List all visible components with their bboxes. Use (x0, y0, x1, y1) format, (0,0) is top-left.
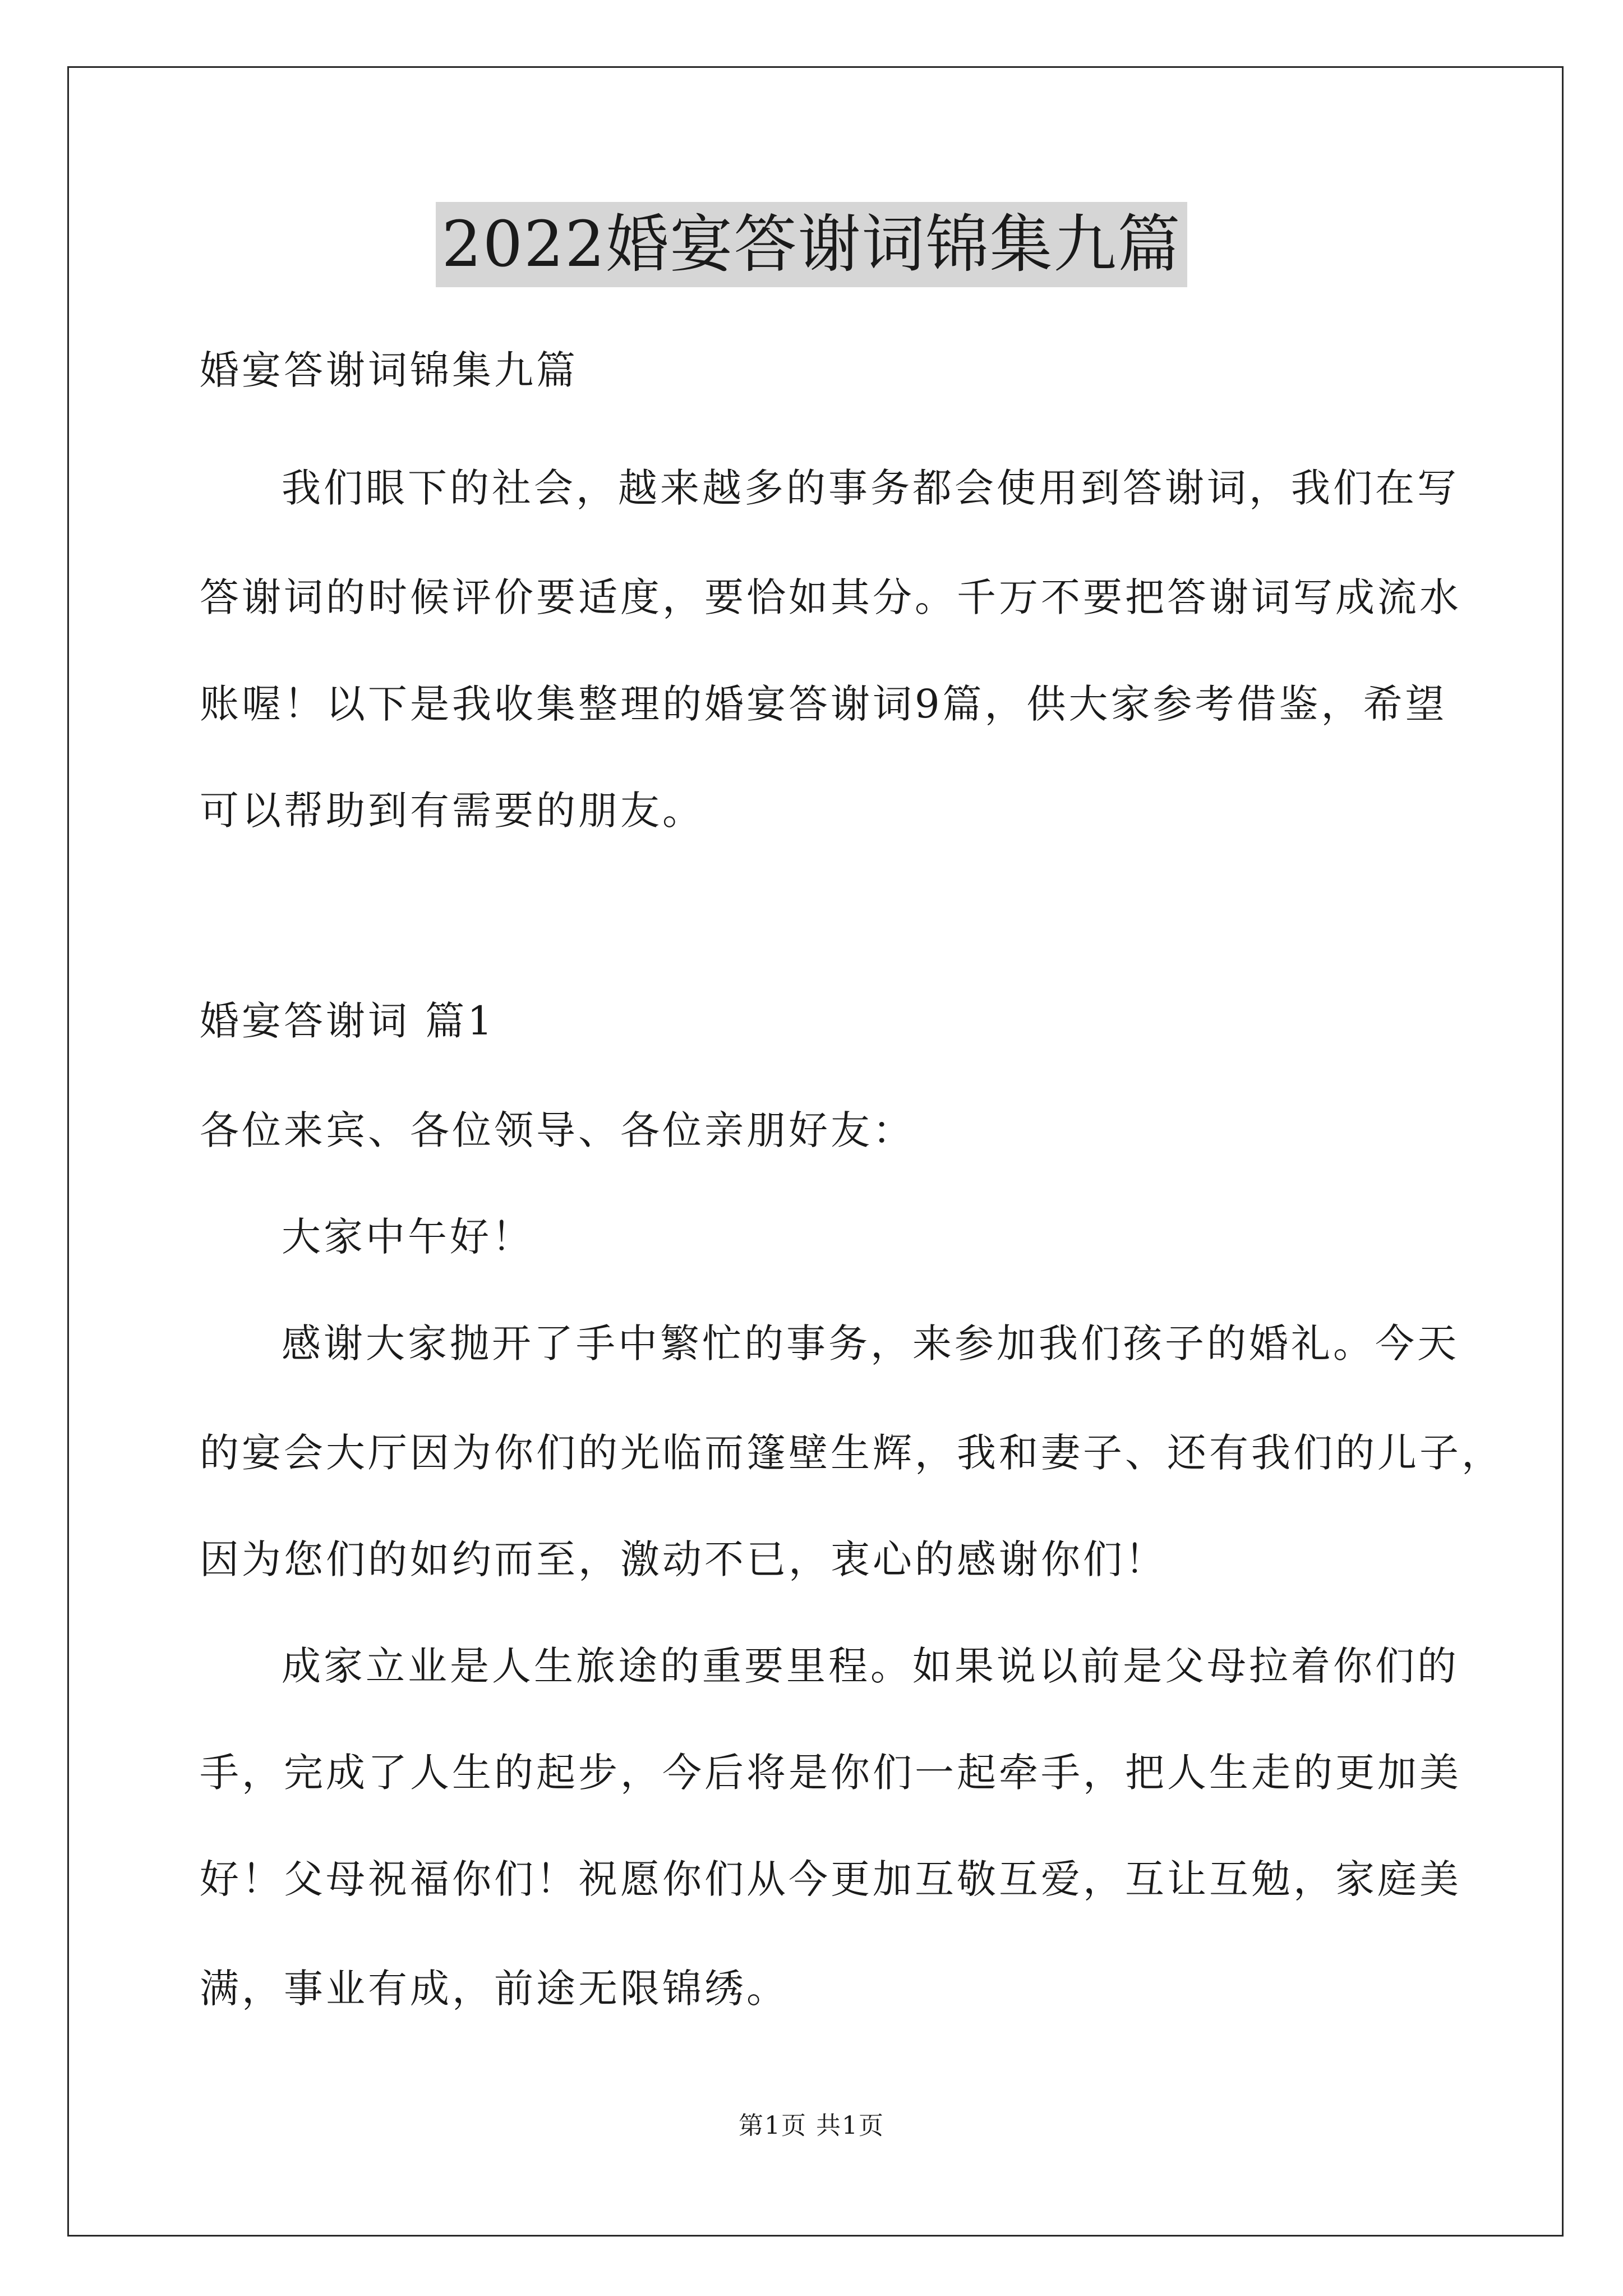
document-subtitle: 婚宴答谢词锦集九篇 (200, 347, 578, 393)
paragraph-line: 感谢大家抛开了手中繁忙的事务，来参加我们孩子的婚礼。今天 (282, 1320, 1459, 1366)
paragraph-line: 成家立业是人生旅途的重要里程。如果说以前是父母拉着你们的 (282, 1643, 1459, 1689)
greeting: 大家中午好！ (282, 1214, 534, 1260)
intro-line: 账喔！以下是我收集整理的婚宴答谢词9篇，供大家参考借鉴，希望 (200, 681, 1447, 727)
paragraph-line: 满，事业有成，前途无限锦绣。 (200, 1966, 789, 2012)
intro-line: 答谢词的时候评价要适度，要恰如其分。千万不要把答谢词写成流水 (200, 574, 1461, 620)
document-body (200, 0, 1504, 2244)
paragraph-line: 手，完成了人生的起步，今后将是你们一起牵手，把人生走的更加美 (200, 1750, 1461, 1796)
paragraph-line: 的宴会大厅因为你们的光临而篷壁生辉，我和妻子、还有我们的儿子， (200, 1430, 1504, 1476)
paragraph-line: 因为您们的如约而至，激动不已，衷心的感谢你们！ (200, 1536, 1167, 1582)
salutation: 各位来宾、各位领导、各位亲朋好友： (200, 1107, 915, 1153)
intro-line: 可以帮助到有需要的朋友。 (200, 788, 704, 834)
document-title: 2022婚宴答谢词锦集九篇 (436, 202, 1187, 287)
page-footer: 第1页 共1页 (739, 2111, 884, 2140)
paragraph-line: 好！父母祝福你们！祝愿你们从今更加互敬互爱，互让互勉，家庭美 (200, 1856, 1461, 1902)
intro-line: 我们眼下的社会，越来越多的事务都会使用到答谢词，我们在写 (282, 465, 1459, 511)
section-heading: 婚宴答谢词 篇1 (200, 998, 495, 1044)
